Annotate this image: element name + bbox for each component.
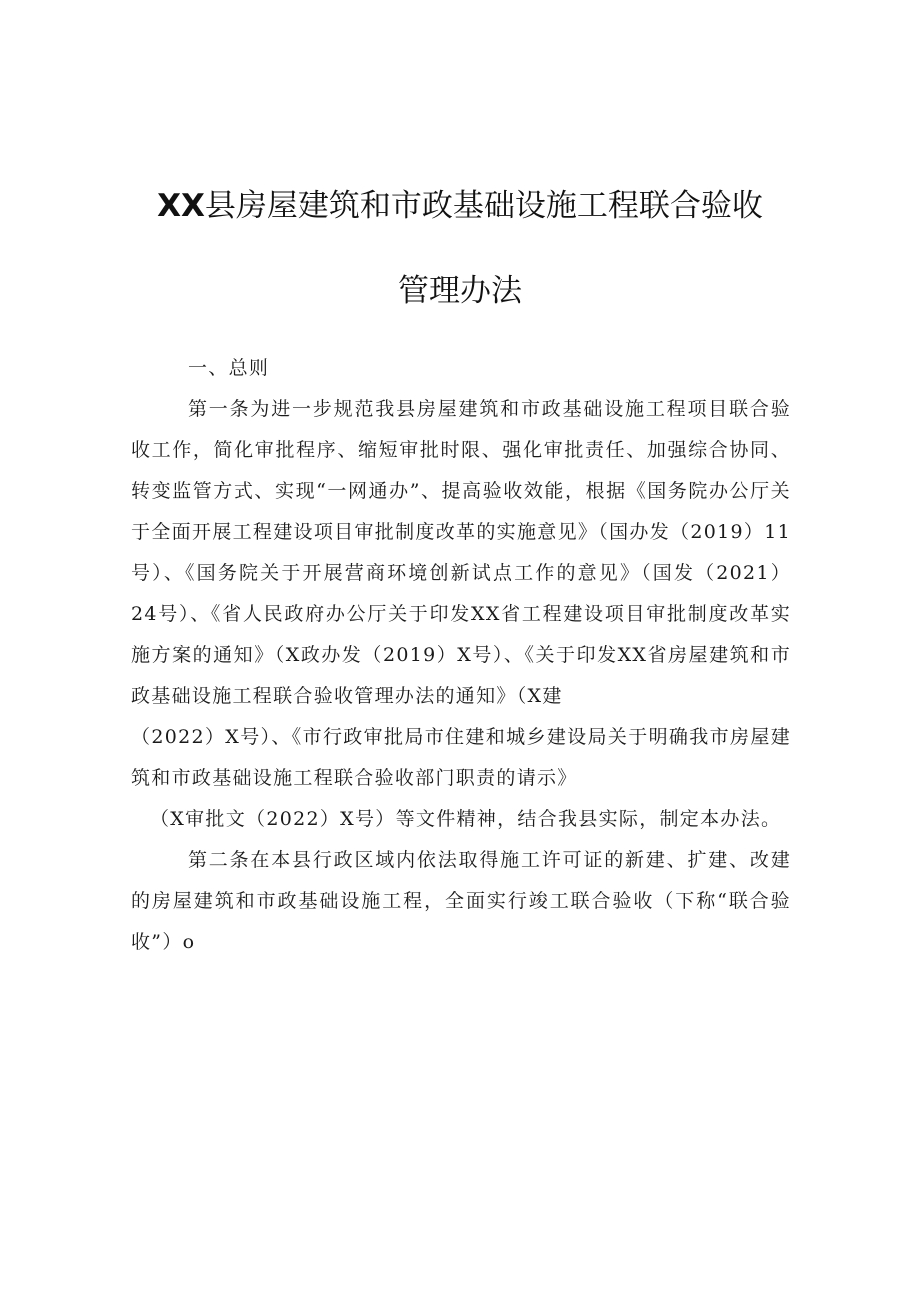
article-1-paragraph: 第一条为进一步规范我县房屋建筑和市政基础设施工程项目联合验收工作，简化审批程序、缩短审批时限、强化审批责任、加强综合协同、转变监管方式、实现“一网通办”、提高验收效能，根据《国务院办公厅关于全面开展工程建设项目审批制度改革的实施意见》（国办发（2019）11号）、《国务院关于开展营商环境创新试点工作的意见》（国发（2021）24号）、《省人民政府办公厅关于印发XX省工程建设项目审批制度改革实施方案的通知》（X政办发（2019）X号）、《关于印发XX省房屋建筑和市政基础设施工程联合验收管理办法的通知》（X建 — [131, 398, 791, 707]
document-title-line-2: 管理办法 — [398, 273, 522, 309]
article-2-paragraph: 第二条在本县行政区域内依法取得施工许可证的新建、扩建、改建的房屋建筑和市政基础设施工程，全面实行竣工联合验收（下称“联合验收”）o — [131, 849, 791, 953]
article-1-reference: （X审批文（2022）X号）等文件精神，结合我县实际，制定本办法。 — [150, 808, 782, 830]
title-main: 县房屋建筑和市政基础设施工程联合验收 — [204, 188, 763, 224]
article-1-continuation: （2022）X号）、《市行政审批局市住建和城乡建设局关于明确我市房屋建筑和市政基础设施工程联合验收部门职责的请示》 — [131, 726, 791, 789]
document-title-line-1 — [0, 180, 920, 225]
section-heading: 一、总则 — [188, 357, 270, 379]
document-body — [131, 348, 791, 963]
title-prefix: XX — [157, 188, 205, 224]
